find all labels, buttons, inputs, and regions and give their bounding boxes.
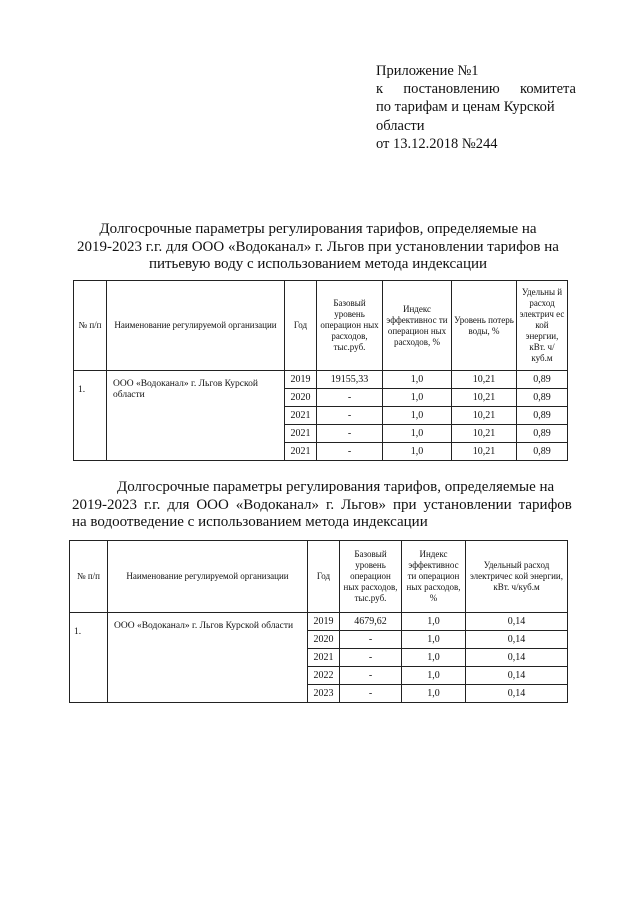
annex-word: комитета [520,81,576,98]
org-name: ООО «Водоканал» г. Льгов Курской области [107,371,285,461]
cell-base: 19155,33 [317,371,383,389]
cell-energy: 0,14 [466,685,568,703]
annex-line-3: по тарифам и ценам Курской [376,99,555,116]
cell-index: 1,0 [383,371,452,389]
header-efficiency-index: Индекс эффективнос ти операцион ных расходов, % [402,541,466,613]
annex-date: от 13.12.2018 №244 [376,135,498,152]
cell-base: - [317,389,383,407]
row-number: 1. [70,613,108,703]
header-energy: Удельны й расход электрич ес кой энергии, кВт. ч/куб.м [517,281,568,371]
title-word: Льгов» [341,496,387,513]
header-base-costs: Базовый уровень операцион ных расходов, тыс.руб. [317,281,383,371]
cell-base: - [317,443,383,461]
cell-loss: 10,21 [452,407,517,425]
section-2-title-line: Долгосрочные параметры регулирования тарифов, определяемые на [117,479,555,495]
cell-loss: 10,21 [452,389,517,407]
header-org: Наименование регулируемой организации [107,281,285,371]
wastewater-tariff-table [69,540,568,703]
cell-index: 1,0 [383,389,452,407]
table-row [74,371,568,389]
cell-index: 1,0 [402,631,466,649]
header-efficiency-index: Индекс эффективнос ти операцион ных расходов, % [383,281,452,371]
title-word: г.г. [143,496,161,513]
cell-year: 2021 [285,443,317,461]
cell-index: 1,0 [402,649,466,667]
section-2-title [72,479,572,532]
section-2-title-line [72,497,572,515]
section-1-title-line: Долгосрочные параметры регулирования тарифов, определяемые на [99,221,537,237]
cell-energy: 0,89 [517,407,568,425]
table-header-row [74,281,568,371]
cell-base: - [340,631,402,649]
row-number: 1. [74,371,107,461]
title-word: ООО [196,496,229,513]
cell-energy: 0,14 [466,667,568,685]
annex-word: постановлению [403,81,500,98]
table-row [70,613,568,631]
cell-energy: 0,14 [466,613,568,631]
header-num: № п/п [70,541,108,613]
section-1-title-line: 2019-2023 г.г. для ООО «Водоканал» г. Льгов при установлении тарифов на [77,238,559,255]
annex-word: к [376,81,384,98]
cell-index: 1,0 [383,407,452,425]
cell-base: - [317,407,383,425]
cell-year: 2020 [308,631,340,649]
section-1-title [72,221,564,274]
cell-loss: 10,21 [452,443,517,461]
cell-energy: 0,89 [517,425,568,443]
header-org: Наименование регулируемой организации [108,541,308,613]
section-2-title-line: на водоотведение с использованием метода индексации [72,514,428,530]
annex-block [376,62,576,153]
cell-energy: 0,89 [517,371,568,389]
title-word: 2019-2023 [72,496,137,513]
header-water-loss: Уровень потерь воды, % [452,281,517,371]
cell-index: 1,0 [402,613,466,631]
cell-loss: 10,21 [452,371,517,389]
header-year: Год [285,281,317,371]
annex-title: Приложение №1 [376,63,479,79]
title-word: для [167,496,190,513]
title-word: «Водоканал» [235,496,319,513]
cell-energy: 0,89 [517,389,568,407]
cell-index: 1,0 [383,425,452,443]
cell-year: 2021 [308,649,340,667]
cell-base: - [317,425,383,443]
cell-index: 1,0 [383,443,452,461]
cell-year: 2023 [308,685,340,703]
cell-energy: 0,89 [517,443,568,461]
cell-energy: 0,14 [466,649,568,667]
cell-energy: 0,14 [466,631,568,649]
cell-base: - [340,685,402,703]
cell-base: - [340,649,402,667]
cell-year: 2022 [308,667,340,685]
header-base-costs: Базовый уровень операцион ных расходов, тыс.руб. [340,541,402,613]
water-tariff-table [73,280,568,461]
header-num: № п/п [74,281,107,371]
title-word: при [392,496,417,513]
section-1-title-line: питьевую воду с использованием метода индексации [148,256,488,272]
cell-year: 2021 [285,425,317,443]
cell-year: 2021 [285,407,317,425]
header-energy: Удельный расход электричес кой энергии, кВт. ч/куб.м [466,541,568,613]
title-word: установлении [423,496,512,513]
cell-index: 1,0 [402,685,466,703]
cell-loss: 10,21 [452,425,517,443]
cell-base: 4679,62 [340,613,402,631]
title-word: г. [325,496,335,513]
title-word: тарифов [518,496,572,513]
cell-year: 2020 [285,389,317,407]
cell-base: - [340,667,402,685]
cell-year: 2019 [285,371,317,389]
cell-index: 1,0 [402,667,466,685]
annex-line-4: области [376,117,425,134]
table-header-row [70,541,568,613]
org-name: ООО «Водоканал» г. Льгов Курской области [108,613,308,703]
cell-year: 2019 [308,613,340,631]
annex-line-2 [376,80,576,98]
header-year: Год [308,541,340,613]
